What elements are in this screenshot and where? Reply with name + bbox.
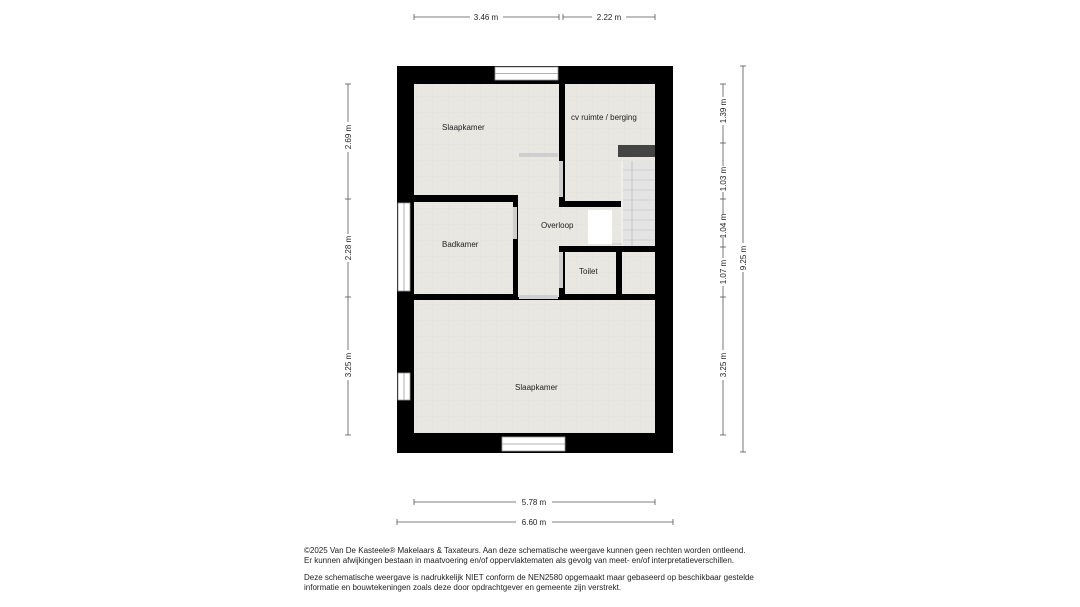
room-label-badkamer: Badkamer <box>442 240 479 249</box>
room-floor-kast <box>622 252 655 294</box>
dim-label-top-right: 2.22 m <box>596 13 622 22</box>
room-floor-slaapkamer-bottom <box>414 300 655 433</box>
disclaimer-block-1 <box>304 546 824 566</box>
dim-label-bottom-inner: 5.78 m <box>521 498 547 507</box>
stair-void <box>588 210 612 244</box>
dim-label-right-5: 3.25 m <box>719 352 728 378</box>
room-label-slaapkamer-top: Slaapkamer <box>442 123 485 132</box>
dim-label-right-1: 1.39 m <box>719 98 728 124</box>
disclaimer-line-2: Er kunnen afwijkingen bestaan in maatvoering en/of oppervlaktematen als gevolg van meet- en/of interpretatieverschillen. <box>304 556 735 565</box>
disclaimer-line-1: ©2025 Van De Kasteele® Makelaars & Taxateurs. Aan deze schematische weergave kunnen geen rechten worden ontleend. <box>304 546 746 555</box>
disclaimer <box>304 546 824 600</box>
dim-label-left-3: 3.25 m <box>344 352 353 378</box>
disclaimer-block-2 <box>304 573 824 593</box>
dim-label-left-2: 2.28 m <box>344 235 353 261</box>
dim-label-right-3: 1.04 m <box>719 213 728 239</box>
dim-label-right-2: 1.03 m <box>719 166 728 192</box>
disclaimer-line-3: Deze schematische weergave is nadrukkelijk NIET conform de NEN2580 opgemaakt maar gebaseerd op beschikbaar gestelde <box>304 573 754 582</box>
dim-label-right-4: 1.07 m <box>719 259 728 285</box>
room-label-overloop: Overloop <box>541 221 574 230</box>
room-label-cv-ruimte: cv ruimte / berging <box>571 113 637 122</box>
room-label-toilet: Toilet <box>579 267 598 276</box>
room-label-slaapkamer-bottom: Slaapkamer <box>515 383 558 392</box>
disclaimer-line-4: informatie en bouwtekeningen zoals deze door opdrachtgever en gemeente zijn verstrekt. <box>304 583 622 592</box>
dim-label-top-left: 3.46 m <box>473 13 499 22</box>
dim-label-left-1: 2.69 m <box>344 124 353 150</box>
dim-label-total-height: 9.25 m <box>739 245 748 271</box>
dim-label-bottom-outer: 6.60 m <box>521 518 547 527</box>
